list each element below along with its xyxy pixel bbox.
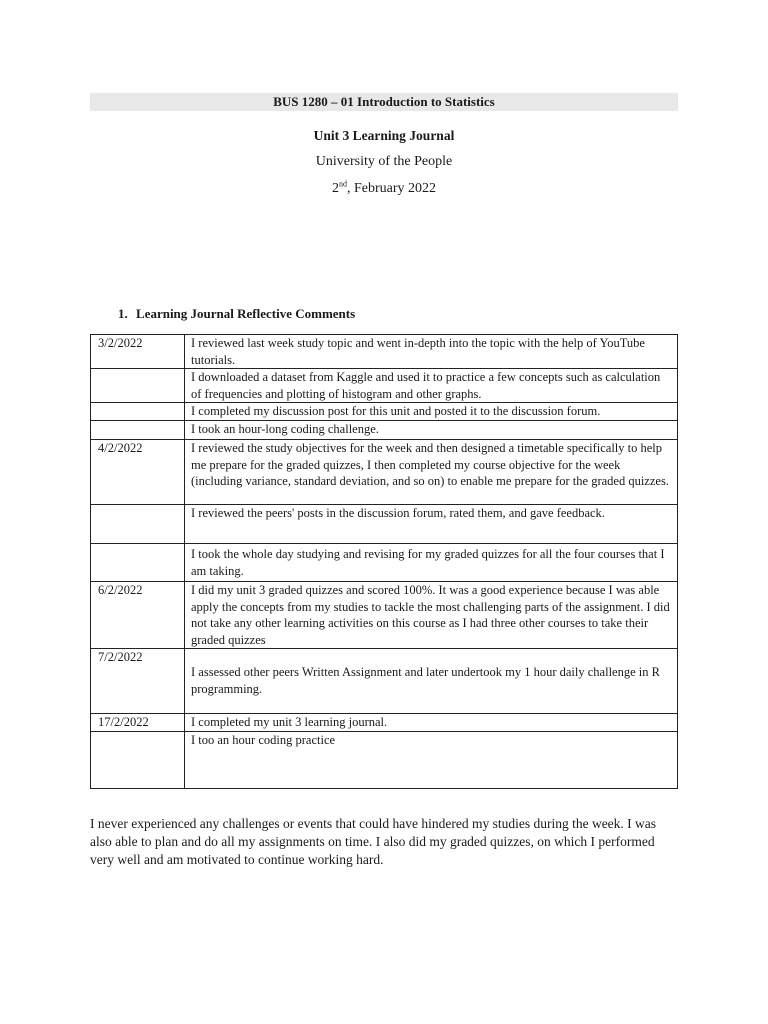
date-cell: [91, 403, 185, 421]
table-row: [91, 335, 678, 369]
activity-cell: I too an hour coding practice: [185, 732, 678, 789]
university-name: University of the People: [315, 154, 453, 169]
date-cell: [91, 421, 185, 440]
table-row: [91, 732, 678, 789]
date-cell: 17/2/2022: [91, 714, 185, 732]
date-cell: 4/2/2022: [91, 440, 185, 505]
date-cell: 6/2/2022: [91, 582, 185, 649]
date-cell: [91, 369, 185, 403]
activity-cell: I did my unit 3 graded quizzes and scored 100%. It was a good experience because I was able apply the concepts from my studies to tackle the most challenging parts of the assignment. I did not take any other learning activities on this course as I had three other courses to take their graded quizzes: [185, 582, 678, 649]
closing-paragraph: I never experienced any challenges or events that could have hindered my studies during the week. I was also able to plan and do all my assignments on time. I also did my graded quizzes, on which I performed very well and am motivated to continue working hard.: [90, 816, 657, 867]
activity-cell: I downloaded a dataset from Kaggle and used it to practice a few concepts such as calculation of frequencies and plotting of histogram and other graphs.: [185, 369, 678, 403]
date-cell: [91, 505, 185, 544]
date-rest: , February 2022: [346, 181, 437, 196]
table-row: [91, 369, 678, 403]
date-cell: 3/2/2022: [91, 335, 185, 369]
date-cell: 7/2/2022: [91, 649, 185, 714]
section-number: 1.: [118, 306, 128, 321]
date-day: 2: [331, 181, 339, 196]
course-title: BUS 1280 – 01 Introduction to Statistics: [90, 93, 678, 111]
date-cell: [91, 544, 185, 582]
activity-cell: I took the whole day studying and revising for my graded quizzes for all the four courses that I am taking.: [185, 544, 678, 582]
table-row: [91, 403, 678, 421]
table-row: [91, 421, 678, 440]
activity-cell: I reviewed last week study topic and went in-depth into the topic with the help of YouTube tutorials.: [185, 335, 678, 369]
section-heading: [118, 306, 355, 322]
date-cell: [91, 732, 185, 789]
activity-cell: I assessed other peers Written Assignment and later undertook my 1 hour daily challenge in R programming.: [185, 649, 678, 714]
journal-title: Unit 3 Learning Journal: [313, 128, 455, 143]
section-title: Learning Journal Reflective Comments: [136, 306, 356, 321]
document-date: [90, 181, 678, 197]
table-row: [91, 505, 678, 544]
journal-table: [90, 334, 678, 789]
activity-cell: I reviewed the study objectives for the week and then designed a timetable specifically to help me prepare for the graded quizzes, I then completed my course objective for the week (including variance, standard deviation, and so on) to enable me prepare for the graded quizzes.: [185, 440, 678, 505]
table-row: [91, 714, 678, 732]
activity-cell: I took an hour-long coding challenge.: [185, 421, 678, 440]
table-row: [91, 582, 678, 649]
table-row: [91, 649, 678, 714]
table-row: [91, 544, 678, 582]
date-suffix: nd: [338, 179, 347, 189]
table-row: [91, 440, 678, 505]
activity-cell: I completed my discussion post for this unit and posted it to the discussion forum.: [185, 403, 678, 421]
activity-cell: I completed my unit 3 learning journal.: [185, 714, 678, 732]
activity-cell: I reviewed the peers' posts in the discussion forum, rated them, and gave feedback.: [185, 505, 678, 544]
